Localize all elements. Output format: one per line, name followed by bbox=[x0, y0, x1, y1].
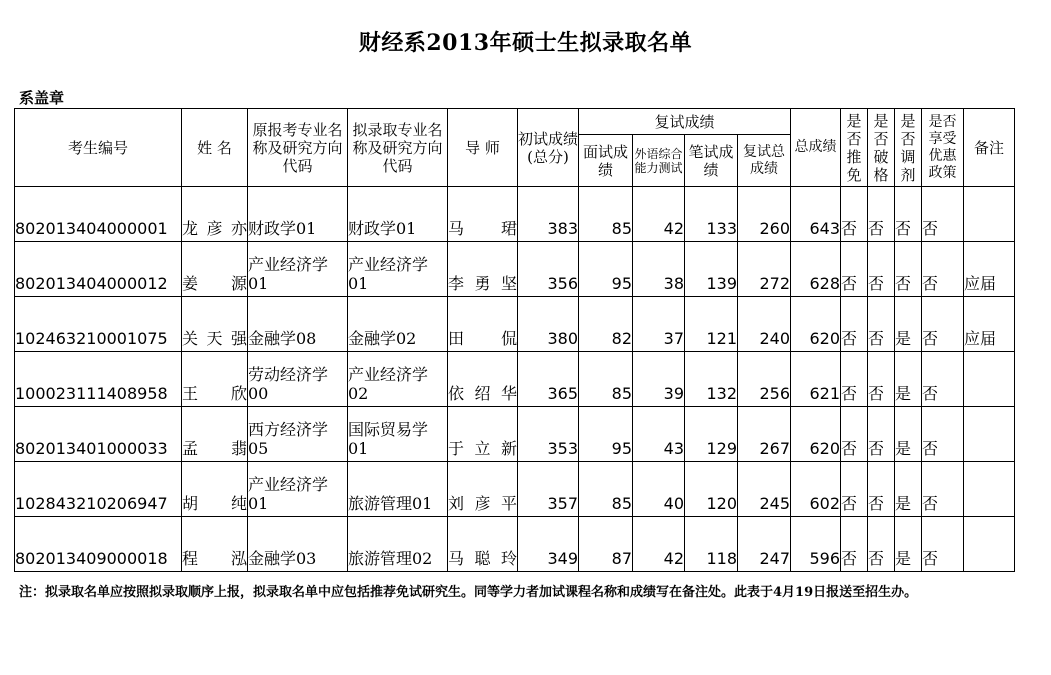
exceptional-cell: 否 bbox=[868, 242, 895, 297]
header-foreign-language: 外语综合能力测试 bbox=[633, 135, 685, 187]
foreign-score-cell: 40 bbox=[633, 462, 685, 517]
name-cell: 龙彦亦 bbox=[182, 187, 248, 242]
written-score-cell: 129 bbox=[685, 407, 738, 462]
interview-score-cell: 82 bbox=[579, 297, 633, 352]
prelim-score-cell: 365 bbox=[518, 352, 579, 407]
exam-id-cell: 802013401000033 bbox=[15, 407, 182, 462]
foreign-score-cell: 42 bbox=[633, 187, 685, 242]
remarks-cell bbox=[964, 187, 1015, 242]
transfer-cell: 是 bbox=[895, 407, 922, 462]
preferential-cell: 否 bbox=[922, 517, 964, 572]
total-score-cell: 620 bbox=[791, 297, 841, 352]
written-score-cell: 133 bbox=[685, 187, 738, 242]
recommended-cell: 否 bbox=[841, 517, 868, 572]
name-cell: 姜 源 bbox=[182, 242, 248, 297]
exam-id-cell: 802013409000018 bbox=[15, 517, 182, 572]
recommended-cell: 否 bbox=[841, 297, 868, 352]
exceptional-cell: 否 bbox=[868, 462, 895, 517]
retest-total-cell: 272 bbox=[738, 242, 791, 297]
prelim-score-cell: 383 bbox=[518, 187, 579, 242]
header-exam-id: 考生编号 bbox=[15, 109, 182, 187]
admit-major-cell: 产业经济学02 bbox=[348, 352, 448, 407]
preferential-cell: 否 bbox=[922, 352, 964, 407]
header-interview: 面试成绩 bbox=[579, 135, 633, 187]
prelim-score-cell: 357 bbox=[518, 462, 579, 517]
table-row bbox=[15, 462, 1015, 517]
written-score-cell: 132 bbox=[685, 352, 738, 407]
header-recommended: 是否推免 bbox=[841, 109, 868, 187]
table-row bbox=[15, 242, 1015, 297]
department-stamp-label: 系盖章 bbox=[19, 89, 65, 107]
advisor-cell: 于立新 bbox=[448, 407, 518, 462]
exceptional-cell: 否 bbox=[868, 187, 895, 242]
advisor-cell: 田 侃 bbox=[448, 297, 518, 352]
header-preferential: 是否享受优惠政策 bbox=[922, 109, 964, 187]
transfer-cell: 是 bbox=[895, 352, 922, 407]
total-score-cell: 620 bbox=[791, 407, 841, 462]
retest-total-cell: 256 bbox=[738, 352, 791, 407]
written-score-cell: 139 bbox=[685, 242, 738, 297]
preferential-cell: 否 bbox=[922, 187, 964, 242]
admit-major-cell: 产业经济学01 bbox=[348, 242, 448, 297]
exam-id-cell: 802013404000012 bbox=[15, 242, 182, 297]
name-cell: 胡 纯 bbox=[182, 462, 248, 517]
interview-score-cell: 95 bbox=[579, 242, 633, 297]
header-prelim-score: 初试成绩(总分) bbox=[518, 109, 579, 187]
admit-major-cell: 旅游管理01 bbox=[348, 462, 448, 517]
table-row bbox=[15, 352, 1015, 407]
exceptional-cell: 否 bbox=[868, 297, 895, 352]
name-cell: 王 欣 bbox=[182, 352, 248, 407]
retest-total-cell: 260 bbox=[738, 187, 791, 242]
foreign-score-cell: 43 bbox=[633, 407, 685, 462]
advisor-cell: 刘彦平 bbox=[448, 462, 518, 517]
remarks-cell: 应届 bbox=[964, 297, 1015, 352]
remarks-cell bbox=[964, 407, 1015, 462]
document-title: 财经系2013年硕士生拟录取名单 bbox=[358, 30, 693, 56]
total-score-cell: 628 bbox=[791, 242, 841, 297]
advisor-cell: 依绍华 bbox=[448, 352, 518, 407]
remarks-cell bbox=[964, 517, 1015, 572]
footnote: 注：拟录取名单应按照拟录取顺序上报，拟录取名单中应包括推荐免试研究生。同等学力者加试课程名称和成绩写在备注处。此表于4月19日报送至招生办。 bbox=[19, 585, 918, 600]
interview-score-cell: 87 bbox=[579, 517, 633, 572]
orig-major-cell: 产业经济学01 bbox=[248, 462, 348, 517]
transfer-cell: 是 bbox=[895, 297, 922, 352]
header-admit-major: 拟录取专业名称及研究方向代码 bbox=[348, 109, 448, 187]
orig-major-cell: 金融学03 bbox=[248, 517, 348, 572]
interview-score-cell: 85 bbox=[579, 187, 633, 242]
admit-major-cell: 财政学01 bbox=[348, 187, 448, 242]
header-remarks: 备注 bbox=[964, 109, 1015, 187]
orig-major-cell: 财政学01 bbox=[248, 187, 348, 242]
admit-major-cell: 国际贸易学01 bbox=[348, 407, 448, 462]
table-header-row bbox=[15, 109, 1015, 135]
preferential-cell: 否 bbox=[922, 297, 964, 352]
table-row bbox=[15, 517, 1015, 572]
orig-major-cell: 西方经济学05 bbox=[248, 407, 348, 462]
table-row bbox=[15, 297, 1015, 352]
retest-total-cell: 267 bbox=[738, 407, 791, 462]
written-score-cell: 118 bbox=[685, 517, 738, 572]
foreign-score-cell: 37 bbox=[633, 297, 685, 352]
transfer-cell: 否 bbox=[895, 187, 922, 242]
prelim-score-cell: 349 bbox=[518, 517, 579, 572]
advisor-cell: 李勇坚 bbox=[448, 242, 518, 297]
exam-id-cell: 102463210001075 bbox=[15, 297, 182, 352]
total-score-cell: 643 bbox=[791, 187, 841, 242]
advisor-cell: 马 珺 bbox=[448, 187, 518, 242]
name-cell: 关天强 bbox=[182, 297, 248, 352]
name-cell: 孟 翡 bbox=[182, 407, 248, 462]
orig-major-cell: 金融学08 bbox=[248, 297, 348, 352]
advisor-cell: 马聪玲 bbox=[448, 517, 518, 572]
admission-list-table bbox=[14, 108, 1015, 572]
exam-id-cell: 100023111408958 bbox=[15, 352, 182, 407]
remarks-cell bbox=[964, 462, 1015, 517]
header-advisor: 导 师 bbox=[448, 109, 518, 187]
transfer-cell: 否 bbox=[895, 242, 922, 297]
interview-score-cell: 85 bbox=[579, 352, 633, 407]
interview-score-cell: 95 bbox=[579, 407, 633, 462]
remarks-cell bbox=[964, 352, 1015, 407]
recommended-cell: 否 bbox=[841, 242, 868, 297]
total-score-cell: 602 bbox=[791, 462, 841, 517]
retest-total-cell: 240 bbox=[738, 297, 791, 352]
written-score-cell: 121 bbox=[685, 297, 738, 352]
header-exceptional: 是否破格 bbox=[868, 109, 895, 187]
foreign-score-cell: 42 bbox=[633, 517, 685, 572]
table-row bbox=[15, 407, 1015, 462]
name-cell: 程 泓 bbox=[182, 517, 248, 572]
recommended-cell: 否 bbox=[841, 352, 868, 407]
orig-major-cell: 劳动经济学00 bbox=[248, 352, 348, 407]
preferential-cell: 否 bbox=[922, 242, 964, 297]
table-row bbox=[15, 187, 1015, 242]
preferential-cell: 否 bbox=[922, 462, 964, 517]
admit-major-cell: 旅游管理02 bbox=[348, 517, 448, 572]
orig-major-cell: 产业经济学01 bbox=[248, 242, 348, 297]
foreign-score-cell: 39 bbox=[633, 352, 685, 407]
exam-id-cell: 802013404000001 bbox=[15, 187, 182, 242]
recommended-cell: 否 bbox=[841, 187, 868, 242]
total-score-cell: 596 bbox=[791, 517, 841, 572]
header-written: 笔试成绩 bbox=[685, 135, 738, 187]
exceptional-cell: 否 bbox=[868, 352, 895, 407]
remarks-cell: 应届 bbox=[964, 242, 1015, 297]
retest-total-cell: 247 bbox=[738, 517, 791, 572]
retest-total-cell: 245 bbox=[738, 462, 791, 517]
exceptional-cell: 否 bbox=[868, 517, 895, 572]
header-transfer: 是否调剂 bbox=[895, 109, 922, 187]
recommended-cell: 否 bbox=[841, 407, 868, 462]
prelim-score-cell: 380 bbox=[518, 297, 579, 352]
exam-id-cell: 102843210206947 bbox=[15, 462, 182, 517]
admit-major-cell: 金融学02 bbox=[348, 297, 448, 352]
exceptional-cell: 否 bbox=[868, 407, 895, 462]
interview-score-cell: 85 bbox=[579, 462, 633, 517]
preferential-cell: 否 bbox=[922, 407, 964, 462]
prelim-score-cell: 353 bbox=[518, 407, 579, 462]
header-retest-total: 复试总成绩 bbox=[738, 135, 791, 187]
written-score-cell: 120 bbox=[685, 462, 738, 517]
transfer-cell: 是 bbox=[895, 462, 922, 517]
total-score-cell: 621 bbox=[791, 352, 841, 407]
prelim-score-cell: 356 bbox=[518, 242, 579, 297]
header-retest-group: 复试成绩 bbox=[579, 109, 791, 135]
transfer-cell: 是 bbox=[895, 517, 922, 572]
header-total-score: 总成绩 bbox=[791, 109, 841, 187]
header-orig-major: 原报考专业名称及研究方向代码 bbox=[248, 109, 348, 187]
foreign-score-cell: 38 bbox=[633, 242, 685, 297]
header-name: 姓 名 bbox=[182, 109, 248, 187]
recommended-cell: 否 bbox=[841, 462, 868, 517]
